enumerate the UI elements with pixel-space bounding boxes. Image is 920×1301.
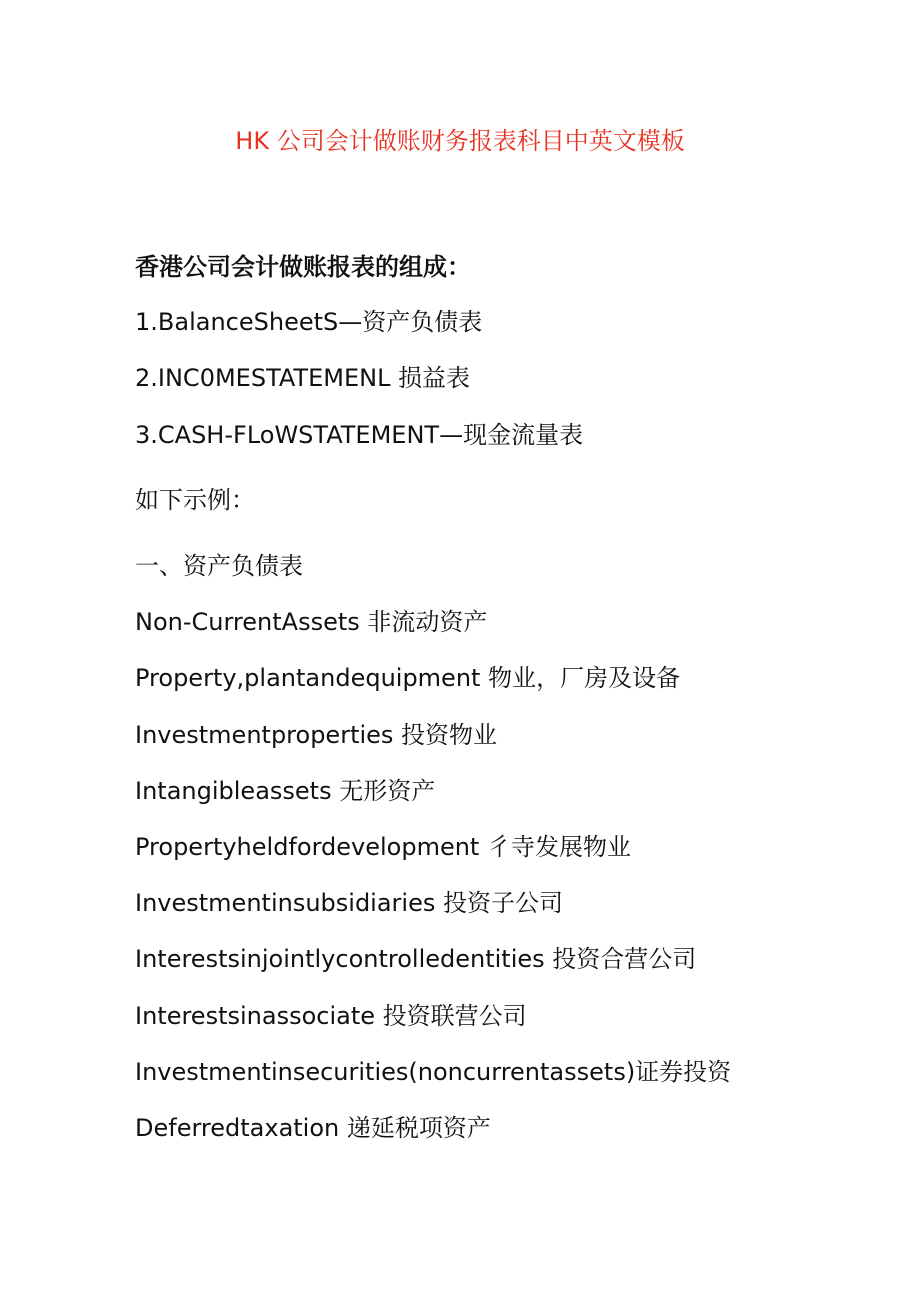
intro-heading: 香港公司会计做账报表的组成： — [135, 253, 471, 281]
account-item: Intangibleassets 无形资产 — [135, 777, 436, 805]
account-item: Interestsinjointlycontrolledentities 投资合营公司 — [135, 945, 697, 973]
section-heading: 一、资产负债表 — [135, 552, 303, 580]
example-label: 如下示例： — [135, 486, 255, 514]
report-type-income-statement: 2.INC0MESTATEMENL 损益表 — [135, 364, 471, 392]
account-item: Deferredtaxation 递延税项资产 — [135, 1114, 491, 1142]
account-item: Property,plantandequipment 物业，厂房及设备 — [135, 664, 681, 692]
document-title: HK 公司会计做账财务报表科目中英文模板 — [235, 127, 685, 155]
account-item: Non-CurrentAssets 非流动资产 — [135, 608, 488, 636]
account-item: Investmentproperties 投资物业 — [135, 721, 498, 749]
account-item: Interestsinassociate 投资联营公司 — [135, 1002, 527, 1030]
report-type-cash-flow: 3.CASH-FLoWSTATEMENT—现金流量表 — [135, 421, 584, 449]
account-item: Investmentinsubsidiaries 投资子公司 — [135, 889, 563, 917]
report-type-balance-sheet: 1.BalanceSheetS—资产负债表 — [135, 308, 483, 336]
account-item: Investmentinsecurities(noncurrentassets)证券投资 — [135, 1058, 732, 1086]
account-item: Propertyheldfordevelopment 彳寺发展物业 — [135, 833, 631, 861]
